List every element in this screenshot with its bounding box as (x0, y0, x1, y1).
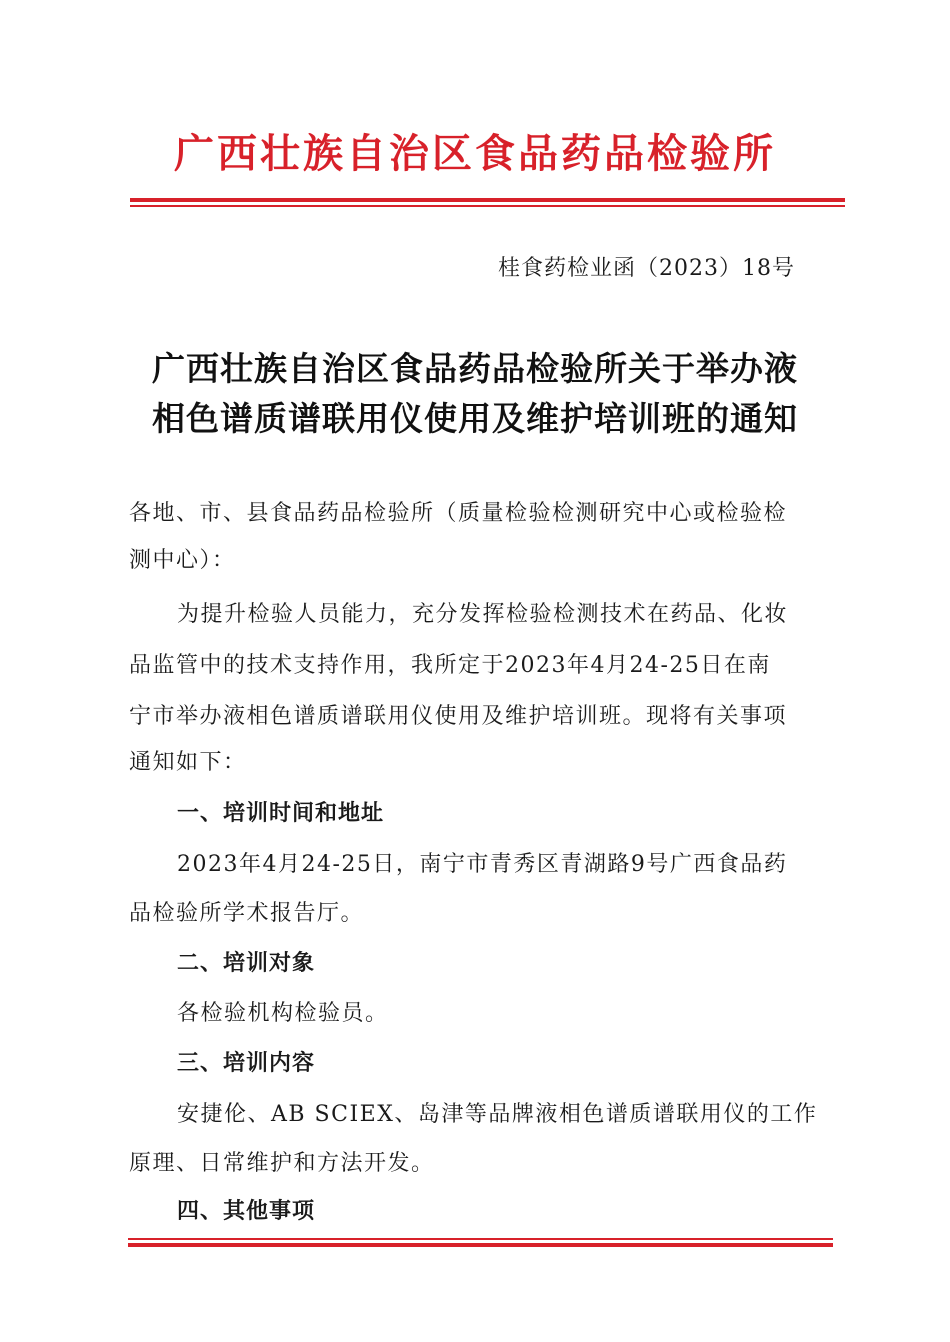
section-heading: 四、其他事项 (177, 1199, 316, 1224)
notice-title-line2: 相色谱质谱联用仪使用及维护培训班的通知 (152, 399, 798, 438)
salutation-line: 各地、市、县食品药品检验所（质量检验检测研究中心或检验检 (129, 501, 788, 526)
section-text: 安捷伦、AB SCIEX、岛津等品牌液相色谱质谱联用仪的工作 (177, 1102, 818, 1127)
section-heading: 三、培训内容 (177, 1051, 316, 1076)
organization-header: 广西壮族自治区食品药品检验所 (174, 130, 776, 177)
intro-paragraph-line: 为提升检验人员能力，充分发挥检验检测技术在药品、化妆 (177, 602, 789, 627)
footer-red-rule (128, 1238, 833, 1247)
section-text: 原理、日常维护和方法开发。 (129, 1151, 435, 1176)
intro-paragraph-line: 宁市举办液相色谱质谱联用仪使用及维护培训班。现将有关事项 (129, 704, 788, 729)
section-heading: 二、培训对象 (177, 951, 316, 976)
section-text: 品检验所学术报告厅。 (129, 901, 365, 926)
intro-paragraph-line: 品监管中的技术支持作用，我所定于2023年4月24-25日在南 (129, 653, 771, 678)
section-text: 2023年4月24-25日，南宁市青秀区青湖路9号广西食品药 (177, 852, 788, 877)
salutation-line: 测中心）： (129, 548, 236, 573)
section-text: 各检验机构检验员。 (177, 1001, 389, 1026)
section-heading: 一、培训时间和地址 (177, 801, 385, 826)
document-number: 桂食药检业函（2023）18号 (498, 256, 795, 281)
intro-paragraph-line: 通知如下： (129, 750, 247, 775)
notice-title-line1: 广西壮族自治区食品药品检验所关于举办液 (152, 349, 798, 388)
header-red-rule (130, 198, 845, 207)
